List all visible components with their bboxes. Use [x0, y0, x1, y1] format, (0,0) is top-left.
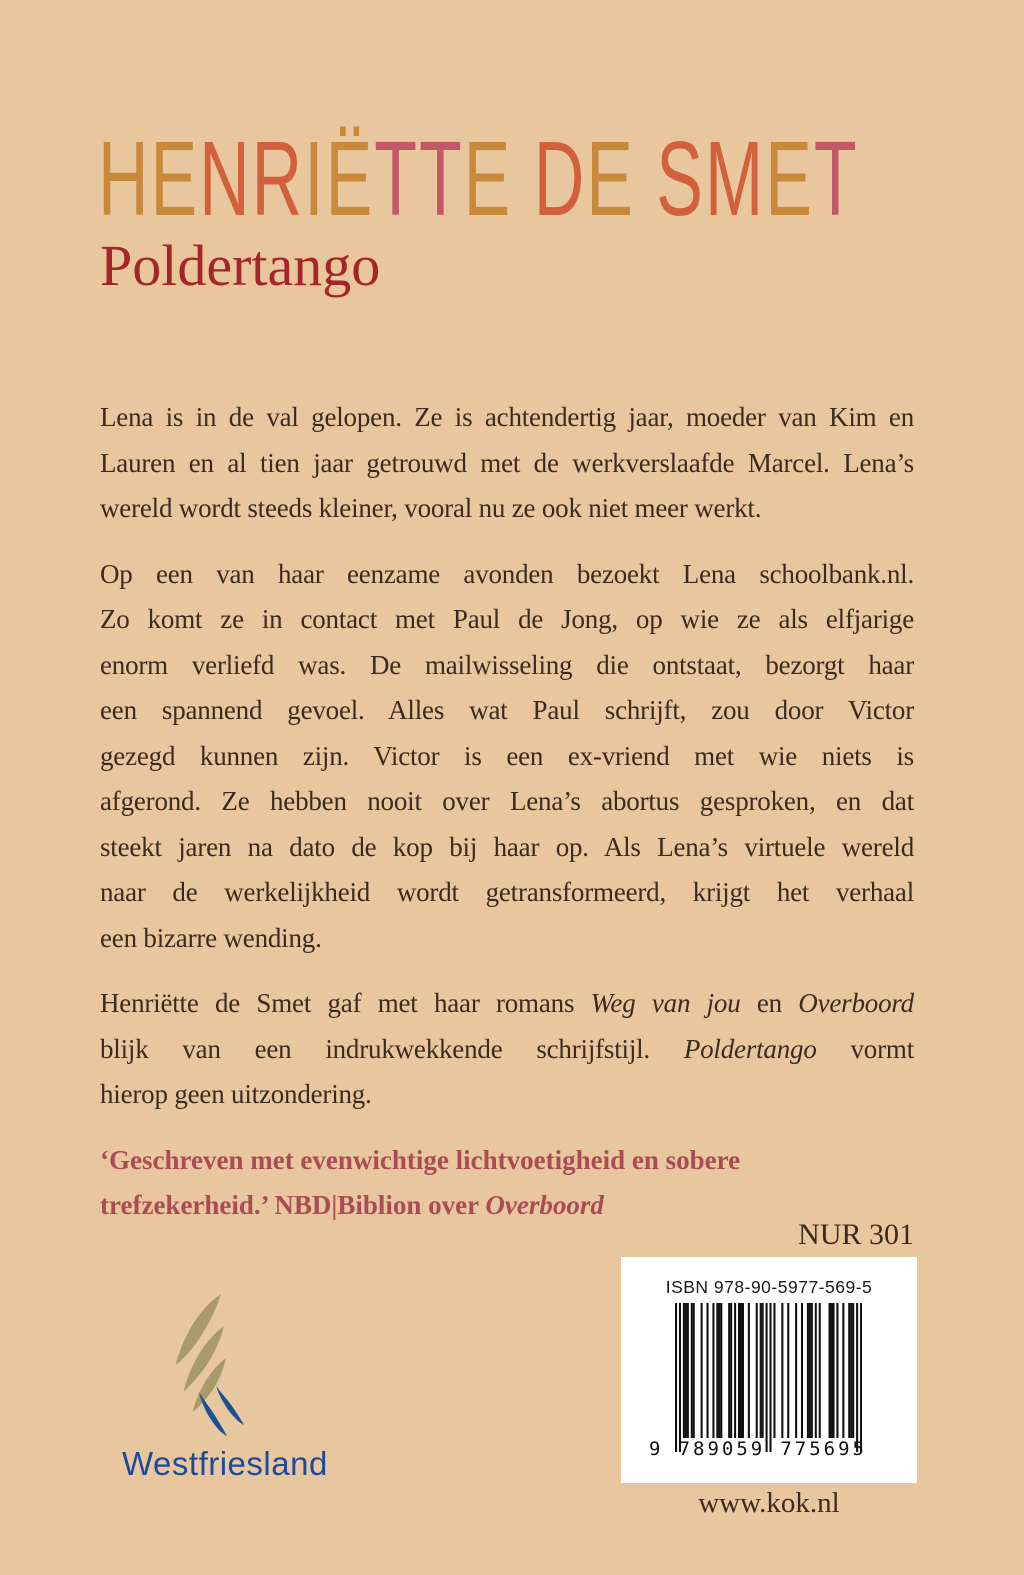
barcode-panel: [621, 1257, 917, 1483]
barcode-bar: [730, 1303, 732, 1438]
logo-olive-band-top: [176, 1294, 221, 1365]
barcode-bar: [691, 1303, 693, 1438]
publisher-name: Westfriesland: [122, 1445, 328, 1482]
title-letter: T: [418, 120, 464, 238]
blurb-paragraph: [100, 395, 914, 532]
text-line: Zo komt ze in contact met Paul de Jong, op wie ze als elfjarige: [100, 604, 914, 634]
barcode-bar: [811, 1303, 813, 1438]
barcode-bar: [848, 1303, 850, 1438]
logo-blue-band-right: [216, 1386, 244, 1425]
text-line: wereld wordt steeds kleiner, vooral nu ze ook niet meer werkt.: [100, 493, 762, 523]
barcode-bar: [734, 1303, 736, 1438]
barcode-bar: [832, 1303, 834, 1438]
title-letter: E: [586, 120, 635, 238]
barcode-bar: [787, 1303, 789, 1438]
text-line: ‘Geschreven met evenwichtige lichtvoetigheid en sobere: [100, 1144, 741, 1175]
title-letter: E: [765, 120, 814, 238]
barcode-bar: [706, 1303, 708, 1438]
text-line: hierop geen uitzondering.: [100, 1079, 372, 1109]
text-line: enorm verliefd was. De mailwisseling die ontstaat, bezorgt haar: [100, 649, 914, 680]
barcode-bar: [762, 1303, 764, 1438]
book-title-reference: Overboord: [798, 988, 914, 1018]
barcode-bar: [819, 1303, 821, 1438]
text-line: gezegd kunnen zijn. Victor is een ex-vriend met wie niets is: [100, 740, 914, 771]
blurb-paragraph: [100, 552, 914, 962]
barcode-bar: [852, 1303, 854, 1438]
barcode-bar: [718, 1303, 720, 1438]
barcode-bar: [712, 1303, 714, 1438]
blurb-paragraph: [100, 981, 914, 1118]
barcode-bar: [716, 1303, 718, 1438]
barcode-bar: [856, 1303, 858, 1452]
barcode-bar: [766, 1303, 768, 1452]
barcode-bar: [679, 1303, 681, 1452]
title-letter: T: [374, 120, 419, 238]
barcode-bar: [728, 1303, 730, 1438]
title-letter: H: [98, 120, 151, 238]
barcode-bar: [687, 1303, 689, 1438]
title-letter: E: [150, 120, 200, 238]
barcode-digit-group: 9: [649, 1438, 664, 1460]
barcode-bar: [829, 1303, 831, 1438]
barcode-bar: [756, 1303, 758, 1438]
text-segment: trefzekerheid.’ NBD|Biblion over: [100, 1190, 486, 1220]
barcode-bar: [740, 1303, 742, 1438]
text-segment: vormt: [816, 1033, 914, 1064]
barcode-bar: [769, 1303, 771, 1452]
barcode-bar: [801, 1303, 803, 1438]
barcode-bar: [773, 1303, 775, 1438]
ean13-barcode: [675, 1303, 862, 1452]
text-line: [100, 1027, 914, 1073]
text-segment: en: [740, 988, 799, 1018]
title-letter: Ë: [325, 120, 375, 238]
nur-code: NUR 301: [798, 1218, 914, 1251]
title-letter: S: [656, 120, 705, 238]
author-title: [98, 120, 1024, 238]
barcode-bar: [742, 1303, 744, 1438]
barcode-bar: [675, 1303, 677, 1452]
barcode-bar: [720, 1303, 722, 1438]
barcode-bar: [795, 1303, 797, 1438]
text-segment: blijk van een indrukwekkende schrijfstijl.: [100, 1033, 684, 1064]
barcode-bar: [850, 1303, 852, 1438]
title-letter: T: [813, 120, 859, 238]
barcode-bar: [781, 1303, 783, 1438]
westfriesland-sail-logo-icon: [166, 1292, 248, 1442]
text-line: een bizarre wending.: [100, 922, 322, 953]
text-line: een spannend gevoel. Alles wat Paul schrijft, zou door Victor: [100, 695, 914, 725]
barcode-bar: [738, 1303, 740, 1438]
text-line: steekt jaren na dato de kop bij haar op. Als Lena’s virtuele wereld: [100, 831, 914, 862]
text-line: Lena is in de val gelopen. Ze is achtendertig jaar, moeder van Kim en: [100, 402, 914, 432]
text-line: [100, 1183, 914, 1229]
text-line: afgerond. Ze hebben nooit over Lena’s abortus gesproken, en dat: [100, 786, 914, 816]
barcode-bar: [693, 1303, 695, 1438]
barcode-bar: [683, 1303, 685, 1438]
isbn-label: ISBN 978-90-5977-569-5: [665, 1277, 873, 1297]
book-title: Poldertango: [100, 233, 381, 298]
barcode-bar: [809, 1303, 811, 1438]
title-letter: N: [199, 120, 252, 238]
book-title-reference: Weg van jou: [590, 988, 741, 1018]
text-line: Op een van haar eenzame avonden bezoekt Lena schoolbank.nl.: [100, 558, 914, 589]
barcode-bar: [815, 1303, 817, 1438]
barcode-digits: [649, 1438, 867, 1460]
blurb: [100, 395, 914, 1229]
text-line: naar de werkelijkheid wordt getransformeerd, krijgt het verhaal: [100, 877, 914, 907]
barcode-bar: [836, 1303, 838, 1438]
barcode-digit-group: 789059: [678, 1438, 766, 1460]
title-letter: M: [704, 120, 766, 238]
author-title-letters: [98, 120, 859, 238]
barcode-bar: [748, 1303, 750, 1438]
barcode-bar: [701, 1303, 703, 1438]
text-segment: Henriëtte de Smet gaf met haar romans: [100, 988, 591, 1018]
book-title-reference: Overboord: [485, 1190, 604, 1220]
barcode-bar: [842, 1303, 844, 1438]
title-letter: [512, 120, 533, 238]
title-letter: D: [533, 120, 587, 238]
barcode-bar: [807, 1303, 809, 1438]
title-letter: [635, 120, 656, 238]
book-title-reference: Poldertango: [683, 1033, 817, 1064]
barcode-bar: [760, 1303, 762, 1438]
text-line: [100, 981, 914, 1027]
barcode-bar: [860, 1303, 862, 1452]
barcode-digit-group: 775695: [780, 1438, 867, 1460]
publisher-website: www.kok.nl: [698, 1487, 840, 1519]
barcode-bar: [685, 1303, 687, 1438]
review-quote: [100, 1138, 914, 1229]
title-letter: I: [304, 120, 326, 238]
text-line: Lauren en al tien jaar getrouwd met de werkverslaafde Marcel. Lena’s: [100, 447, 914, 478]
title-letter: E: [463, 120, 513, 238]
title-letter: R: [251, 120, 305, 238]
barcode-bar: [831, 1303, 833, 1438]
